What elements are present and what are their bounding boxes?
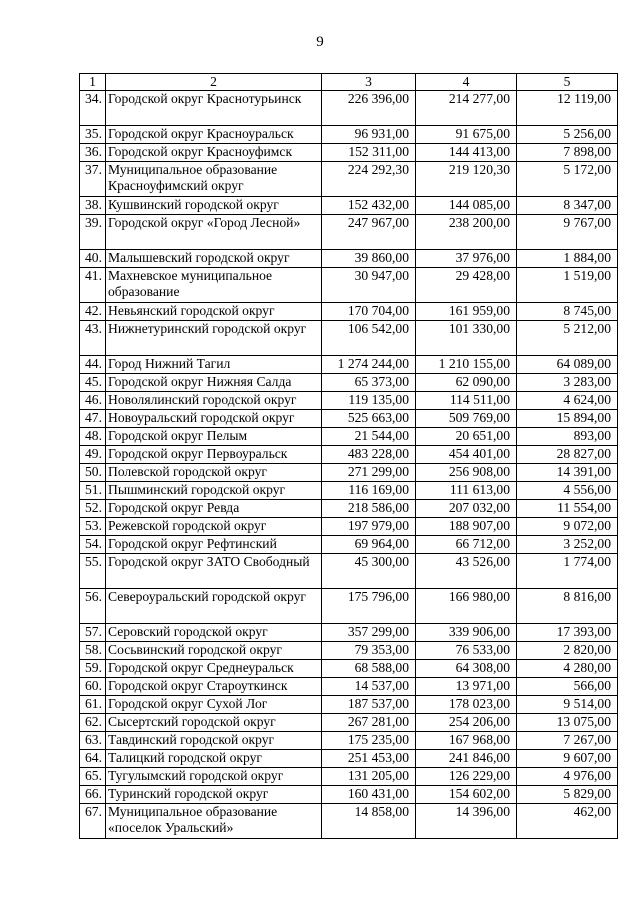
value-column-5: 1 884,00	[517, 250, 618, 268]
value-column-4: 20 651,00	[416, 428, 517, 446]
row-number: 62.	[80, 714, 106, 732]
municipality-name: Городской округ «Город Лесной»	[106, 215, 322, 250]
row-number: 44.	[80, 356, 106, 374]
row-number: 49.	[80, 446, 106, 464]
table-row	[80, 91, 618, 126]
value-column-3: 525 663,00	[322, 410, 416, 428]
value-column-3: 79 353,00	[322, 642, 416, 660]
value-column-4: 161 959,00	[416, 303, 517, 321]
table-row	[80, 303, 618, 321]
municipality-name: Серовский городской округ	[106, 624, 322, 642]
table-row	[80, 750, 618, 768]
value-column-3: 251 453,00	[322, 750, 416, 768]
column-header-5: 5	[517, 74, 618, 91]
value-column-4: 167 968,00	[416, 732, 517, 750]
municipality-name: Городской округ Рефтинский	[106, 536, 322, 554]
value-column-3: 116 169,00	[322, 482, 416, 500]
value-column-3: 131 205,00	[322, 768, 416, 786]
value-column-5: 1 774,00	[517, 554, 618, 589]
value-column-5: 3 252,00	[517, 536, 618, 554]
municipality-name: Пышминский городской округ	[106, 482, 322, 500]
value-column-4: 144 085,00	[416, 197, 517, 215]
value-column-5: 462,00	[517, 804, 618, 839]
value-column-3: 197 979,00	[322, 518, 416, 536]
row-number: 66.	[80, 786, 106, 804]
row-number: 63.	[80, 732, 106, 750]
value-column-3: 483 228,00	[322, 446, 416, 464]
value-column-3: 39 860,00	[322, 250, 416, 268]
table-row	[80, 374, 618, 392]
value-column-4: 207 032,00	[416, 500, 517, 518]
value-column-5: 5 172,00	[517, 162, 618, 197]
municipality-name: Североуральский городской округ	[106, 589, 322, 624]
value-column-4: 254 206,00	[416, 714, 517, 732]
value-column-3: 267 281,00	[322, 714, 416, 732]
row-number: 64.	[80, 750, 106, 768]
table-body	[80, 74, 618, 839]
value-column-5: 8 816,00	[517, 589, 618, 624]
value-column-4: 219 120,30	[416, 162, 517, 197]
row-number: 37.	[80, 162, 106, 197]
table-row	[80, 678, 618, 696]
row-number: 36.	[80, 144, 106, 162]
value-column-5: 9 607,00	[517, 750, 618, 768]
value-column-3: 68 588,00	[322, 660, 416, 678]
municipality-name: Тугулымский городской округ	[106, 768, 322, 786]
municipality-name: Талицкий городской округ	[106, 750, 322, 768]
value-column-5: 7 898,00	[517, 144, 618, 162]
table-row	[80, 428, 618, 446]
value-column-5: 7 267,00	[517, 732, 618, 750]
row-number: 55.	[80, 554, 106, 589]
value-column-5: 28 827,00	[517, 446, 618, 464]
value-column-5: 5 829,00	[517, 786, 618, 804]
table-row	[80, 126, 618, 144]
row-number: 59.	[80, 660, 106, 678]
table-row	[80, 197, 618, 215]
municipality-name: Муниципальное образование Красноуфимский округ	[106, 162, 322, 197]
row-number: 50.	[80, 464, 106, 482]
value-column-3: 69 964,00	[322, 536, 416, 554]
value-column-5: 9 767,00	[517, 215, 618, 250]
column-header-3: 3	[322, 74, 416, 91]
table-row	[80, 446, 618, 464]
table-row	[80, 250, 618, 268]
value-column-3: 65 373,00	[322, 374, 416, 392]
value-column-3: 106 542,00	[322, 321, 416, 356]
value-column-3: 357 299,00	[322, 624, 416, 642]
value-column-5: 893,00	[517, 428, 618, 446]
value-column-4: 256 908,00	[416, 464, 517, 482]
table-row	[80, 804, 618, 839]
table-row	[80, 518, 618, 536]
value-column-4: 214 277,00	[416, 91, 517, 126]
value-column-3: 218 586,00	[322, 500, 416, 518]
value-column-3: 45 300,00	[322, 554, 416, 589]
table-row	[80, 392, 618, 410]
table-row	[80, 410, 618, 428]
value-column-4: 101 330,00	[416, 321, 517, 356]
municipality-name: Режевской городской округ	[106, 518, 322, 536]
budget-table	[79, 73, 618, 839]
municipality-name: Сосьвинский городской округ	[106, 642, 322, 660]
value-column-5: 5 256,00	[517, 126, 618, 144]
value-column-3: 175 235,00	[322, 732, 416, 750]
row-number: 51.	[80, 482, 106, 500]
value-column-4: 454 401,00	[416, 446, 517, 464]
value-column-4: 509 769,00	[416, 410, 517, 428]
table-row	[80, 162, 618, 197]
value-column-3: 170 704,00	[322, 303, 416, 321]
municipality-name: Городской округ Сухой Лог	[106, 696, 322, 714]
value-column-5: 5 212,00	[517, 321, 618, 356]
row-number: 56.	[80, 589, 106, 624]
row-number: 61.	[80, 696, 106, 714]
value-column-3: 1 274 244,00	[322, 356, 416, 374]
municipality-name: Туринский городской округ	[106, 786, 322, 804]
row-number: 53.	[80, 518, 106, 536]
value-column-4: 43 526,00	[416, 554, 517, 589]
value-column-4: 13 971,00	[416, 678, 517, 696]
value-column-3: 187 537,00	[322, 696, 416, 714]
table-row	[80, 215, 618, 250]
municipality-name: Кушвинский городской округ	[106, 197, 322, 215]
value-column-5: 2 820,00	[517, 642, 618, 660]
municipality-name: Городской округ Пелым	[106, 428, 322, 446]
value-column-5: 13 075,00	[517, 714, 618, 732]
row-number: 38.	[80, 197, 106, 215]
row-number: 45.	[80, 374, 106, 392]
table-row	[80, 589, 618, 624]
row-number: 48.	[80, 428, 106, 446]
value-column-5: 17 393,00	[517, 624, 618, 642]
row-number: 65.	[80, 768, 106, 786]
municipality-name: Городской округ Ревда	[106, 500, 322, 518]
value-column-3: 247 967,00	[322, 215, 416, 250]
value-column-4: 144 413,00	[416, 144, 517, 162]
row-number: 42.	[80, 303, 106, 321]
value-column-3: 96 931,00	[322, 126, 416, 144]
municipality-name: Новолялинский городской округ	[106, 392, 322, 410]
table-row	[80, 268, 618, 303]
table-row	[80, 714, 618, 732]
municipality-name: Муниципальное образование «поселок Уральский»	[106, 804, 322, 839]
column-header-1: 1	[80, 74, 106, 91]
row-number: 47.	[80, 410, 106, 428]
row-number: 67.	[80, 804, 106, 839]
municipality-name: Городской округ Красноуральск	[106, 126, 322, 144]
row-number: 58.	[80, 642, 106, 660]
value-column-5: 566,00	[517, 678, 618, 696]
value-column-4: 37 976,00	[416, 250, 517, 268]
municipality-name: Махневское муниципальное образование	[106, 268, 322, 303]
row-number: 52.	[80, 500, 106, 518]
table-row	[80, 786, 618, 804]
value-column-4: 76 533,00	[416, 642, 517, 660]
value-column-4: 339 906,00	[416, 624, 517, 642]
value-column-3: 175 796,00	[322, 589, 416, 624]
value-column-4: 66 712,00	[416, 536, 517, 554]
value-column-5: 4 556,00	[517, 482, 618, 500]
table-row	[80, 536, 618, 554]
value-column-5: 11 554,00	[517, 500, 618, 518]
value-column-3: 152 432,00	[322, 197, 416, 215]
municipality-name: Малышевский городской округ	[106, 250, 322, 268]
table-row	[80, 482, 618, 500]
municipality-name: Городской округ Нижняя Салда	[106, 374, 322, 392]
row-number: 39.	[80, 215, 106, 250]
table-row	[80, 554, 618, 589]
row-number: 57.	[80, 624, 106, 642]
value-column-4: 62 090,00	[416, 374, 517, 392]
row-number: 43.	[80, 321, 106, 356]
value-column-5: 4 624,00	[517, 392, 618, 410]
municipality-name: Сысертский городской округ	[106, 714, 322, 732]
value-column-3: 14 537,00	[322, 678, 416, 696]
municipality-name: Город Нижний Тагил	[106, 356, 322, 374]
value-column-4: 14 396,00	[416, 804, 517, 839]
table-row	[80, 464, 618, 482]
row-number: 41.	[80, 268, 106, 303]
value-column-3: 160 431,00	[322, 786, 416, 804]
header-row	[80, 74, 618, 91]
value-column-3: 152 311,00	[322, 144, 416, 162]
column-header-4: 4	[416, 74, 517, 91]
value-column-4: 111 613,00	[416, 482, 517, 500]
value-column-5: 12 119,00	[517, 91, 618, 126]
table-row	[80, 624, 618, 642]
value-column-4: 241 846,00	[416, 750, 517, 768]
municipality-name: Городской округ Первоуральск	[106, 446, 322, 464]
value-column-3: 14 858,00	[322, 804, 416, 839]
municipality-name: Городской округ Краснотурьинск	[106, 91, 322, 126]
value-column-4: 154 602,00	[416, 786, 517, 804]
value-column-5: 64 089,00	[517, 356, 618, 374]
table-row	[80, 642, 618, 660]
value-column-5: 4 976,00	[517, 768, 618, 786]
table-row	[80, 321, 618, 356]
table-row	[80, 696, 618, 714]
value-column-3: 224 292,30	[322, 162, 416, 197]
value-column-4: 1 210 155,00	[416, 356, 517, 374]
row-number: 34.	[80, 91, 106, 126]
value-column-5: 1 519,00	[517, 268, 618, 303]
value-column-5: 9 072,00	[517, 518, 618, 536]
value-column-3: 271 299,00	[322, 464, 416, 482]
value-column-5: 8 347,00	[517, 197, 618, 215]
value-column-5: 9 514,00	[517, 696, 618, 714]
column-header-2: 2	[106, 74, 322, 91]
municipality-name: Новоуральский городской округ	[106, 410, 322, 428]
value-column-3: 119 135,00	[322, 392, 416, 410]
value-column-5: 14 391,00	[517, 464, 618, 482]
row-number: 54.	[80, 536, 106, 554]
value-column-4: 126 229,00	[416, 768, 517, 786]
municipality-name: Городской округ Среднеуральск	[106, 660, 322, 678]
value-column-4: 178 023,00	[416, 696, 517, 714]
value-column-4: 64 308,00	[416, 660, 517, 678]
value-column-4: 29 428,00	[416, 268, 517, 303]
value-column-4: 188 907,00	[416, 518, 517, 536]
value-column-3: 30 947,00	[322, 268, 416, 303]
row-number: 40.	[80, 250, 106, 268]
row-number: 35.	[80, 126, 106, 144]
municipality-name: Городской округ ЗАТО Свободный	[106, 554, 322, 589]
value-column-5: 3 283,00	[517, 374, 618, 392]
municipality-name: Городской округ Красноуфимск	[106, 144, 322, 162]
table-row	[80, 500, 618, 518]
value-column-3: 226 396,00	[322, 91, 416, 126]
table-row	[80, 144, 618, 162]
value-column-4: 238 200,00	[416, 215, 517, 250]
table-row	[80, 768, 618, 786]
table-row	[80, 660, 618, 678]
municipality-name: Невьянский городской округ	[106, 303, 322, 321]
table-row	[80, 356, 618, 374]
page-number: 9	[316, 34, 324, 50]
value-column-5: 4 280,00	[517, 660, 618, 678]
municipality-name: Полевской городской округ	[106, 464, 322, 482]
value-column-5: 15 894,00	[517, 410, 618, 428]
row-number: 60.	[80, 678, 106, 696]
table-row	[80, 732, 618, 750]
value-column-5: 8 745,00	[517, 303, 618, 321]
value-column-4: 91 675,00	[416, 126, 517, 144]
value-column-3: 21 544,00	[322, 428, 416, 446]
value-column-4: 114 511,00	[416, 392, 517, 410]
municipality-name: Нижнетуринский городской округ	[106, 321, 322, 356]
municipality-name: Городской округ Староуткинск	[106, 678, 322, 696]
value-column-4: 166 980,00	[416, 589, 517, 624]
municipality-name: Тавдинский городской округ	[106, 732, 322, 750]
row-number: 46.	[80, 392, 106, 410]
